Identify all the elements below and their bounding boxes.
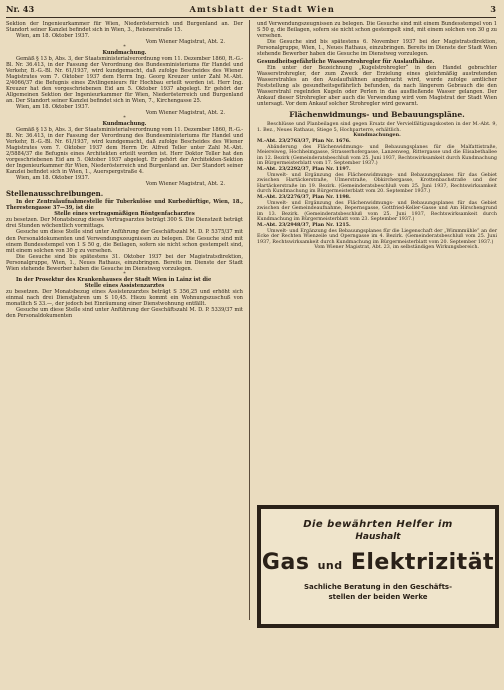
paragraph: Umwelt- und Ergänzung des Flächenwidmungs- und Bebauungsplanes für das Gebiet zwischen der Gemeindeaufnahme, Bepernsgasse, Gottfried-Keller-Gasse und Am Hirschengrund im 13. Bezirk. (Gemeinderatsbeschluß vom 25. Juni 1937, Rechtswirksamkeit durch Kundmachung im Bürgermeisterblatt vom 23. September 1937.) <box>257 200 497 223</box>
paragraph: zu besetzen. Der Monatsbezug dieses Vertragsarztes beträgt 300 S. Die Dienstzeit beträgt drei Stunden wöchentlich vormittags. <box>6 217 243 230</box>
page-number: 3 <box>490 4 496 14</box>
paragraph: In der Prosektur des Krankenhauses der Stadt Wien in Lainz ist die <box>16 276 212 283</box>
signature: Vom Wiener Magistrat, Abt. 2. <box>145 181 225 188</box>
ad-subline-2: stellen der beiden Werke <box>328 593 428 601</box>
paragraph: In der Zentralaufnahmestelle für Tuberkulöse und Kurbedürftige, Wien, 18., Therestengasse 37—39, ist die <box>6 199 243 212</box>
section-heading: Stellenausschreibungen. <box>6 189 104 199</box>
paragraph: Umwelt- und Ergänzung des Flächenwidmungs- und Bebauungsplanes für das Gebiet zwischen Hartäckerstraße, Ulmerstraße, Obkirchergasse, Krottenbachstraße und der Hartäckerstraße im 19. Bezirk. (Gemeinderatsbeschluß vom 25. Juni 1937, Rechtswirksamkeit durch Kundmachung im Bürgermeisterblatt vom 20. September 1937.) <box>257 172 497 195</box>
plan-reference: M.-Abt. 23/2948/37, Plan Nr. 1215. <box>257 221 351 228</box>
paragraph: Beschlüsse und Planbeilagen sind gegen Ersatz der Vervielfältigungskosten in der M.-Abt. 9, 1. Bez., Neues Rathaus, Stiege 5, Hochparterre, erhältlich. <box>257 122 497 133</box>
paragraph: Abänderung des Flächenwidmungs- und Bebauungsplanes für die Malfattistraße, Meiereiweg, Hochheimgasse, Strasserhofergasse, Lanzenweg, Rittergasse und die Elisabethallee im 12. Bezirk (Gemeinderatsbeschluß vom 25. Juni 1937, Rechtswirksamkeit durch Kundmachung im Bürgermeisterblatt vom 17. September 1937.) <box>257 144 497 167</box>
paragraph: und Verwendungszeugnissen zu belegen. Die Gesuche sind mit einem Bundesstempel von 1 S 50 g, die Beilagen, sofern sie nicht schon gestempelt sind, mit einem solchen von 30 g zu versehen. <box>257 21 497 40</box>
position-title: Stelle eines Assistenzarztes <box>84 282 165 289</box>
issue-number: Nr. 43 <box>6 4 35 14</box>
position-title: Stelle eines vertragsmäßigen Röntgenfacharztes <box>54 211 195 218</box>
section-heading: Flächenwidmungs- und Bebauungspläne. <box>289 110 465 120</box>
separator-star: * <box>123 44 126 51</box>
section-heading: Gesundheitsgefährliche Wasserstrohregler für Auslaufhähne. <box>257 59 435 66</box>
paragraph: Sektion der Ingenieurkammer für Wien, Niederösterreich und Burgenland an. Der Standort seiner Kanzlei befindet sich in Wien, 3., Reisnerstraße 15. <box>6 21 243 34</box>
ad-tagline: Die bewährten Helfer im <box>303 519 453 530</box>
paragraph: Umwelt- und Ergänzung des Bebauungsplanes für die Liegenschaft der „Wimmmühle“ an der Ecke der Rechten Wienzeile und Operngasse im 4. Bezirk. (Gemeinderatsbeschluß vom 25. Juni 1937, Rechtswirksamkeit durch Kundmachung im Bürgermeisterblatt vom 20. September 1937.) <box>257 228 497 245</box>
paragraph: Ein unter der Bezeichnung „Kugelstrohregler“ in den Handel gebrachter Wasserstrohregler, der zum Zweck der Erzielung eines gleichmäßig austretenden Wasserstrahles an den Auslaufhähnen angebracht wird, wurde zufolge amtlicher Feststellung als gesundheitsgefährlich befunden, da nach längerem Gebrauch die den Wasserstrahl regelnden Kugeln oder Perlen in das ausfließende Wasser gelangen. Der Ankauf dieser Strohregler aber auch die Verwendung wird vom Magistrat der Stadt Wien untersagt. Vor dem Ankauf solcher Strohregler wird gewarnt. <box>257 65 497 108</box>
publication-title: Amtsblatt der Stadt Wien <box>189 4 335 14</box>
separator-star: * <box>123 115 126 122</box>
ad-headline-elektrizitaet: Elektrizität <box>350 550 495 575</box>
date-line: Wien, am 18. Oktober 1937. <box>16 33 90 40</box>
right-column <box>257 21 497 251</box>
header-rule <box>6 17 496 18</box>
notice-heading: Kundmachung. <box>102 121 147 128</box>
ad-headline-und: und <box>317 559 343 572</box>
signature: Vom Wiener Magistrat, Abt. 2. <box>145 39 225 46</box>
paragraph: Gesuche um diese Stelle sind unter Anführung der Geschäftszahl M. D. P. 5339/37 mit den Personaldokumenten <box>6 306 243 319</box>
ad-tagline-2: Haushalt <box>355 532 401 542</box>
date-line: Wien, am 18. Oktober 1937. <box>16 175 90 182</box>
left-column <box>6 21 243 319</box>
paragraph: Gemäß § 13 b, Abs. 3, der Staatsministerialverordnung vom 11. Dezember 1860, R.-G.-Bl. Nr. 36.413, in der Fassung der Verordnung des Bundesministeriums für Handel und Verkehr, B.-G.-Bl. Nr. 61/1937, wird kundgemacht, daß zufolge Bescheides des Wiener Magistrates vom 7. Oktober 1937 dem Herrn Dr. Alfred Teller unter Zahl M.-Abt. 2/5884/37 die Befugnis eines Architekten erteilt worden ist. Herr Doktor Teller hat den vorgeschriebenen Eid am 5. Oktober 1937 abgelegt. Er gehört der Architekten-Sektion der Ingenieurkammer für Wien, Niederösterreich und Burgenland an. Der Standort seiner Kanzlei befindet sich in Wien, 1., Auerspergstraße 4. <box>6 127 243 176</box>
notice-heading: Kundmachungen. <box>353 132 401 139</box>
paragraph: Gesuche um diese Stelle sind unter Anführung der Geschäftszahl M. D. P. 5375/37 mit den Personaldokumenten und Verwendungszeugnissen zu belegen. Die Gesuche sind mit einem Bundesstempel von 1 S 50 g, die Beilagen, sofern sie nicht schon gestempelt sind, mit einem solchen von 30 g zu versehen. <box>6 229 243 254</box>
paragraph: Die Gesuche sind bis spätestens 31. Oktober 1937 bei der Magistratsdirektion, Personalgruppe, Wien, 1., Neues Rathaus, einzubringen. Bereits im Dienste der Stadt Wien stehende Bewerber haben die Gesuche im Dienstweg vorzulegen. <box>6 253 243 272</box>
column-divider <box>249 20 250 620</box>
paragraph: Die Gesuche sind bis spätestens 6. November 1937 bei der Magistratsdirektion, Personalgruppe, Wien, 1., Neues Rathaus, einzubringen. Bereits im Dienste der Stadt Wien stehende Bewerber haben die Gesuche im Dienstweg vorzulegen. <box>257 39 497 58</box>
signature: Vom Wiener Magistrat, Abt. 23, im selbständigen Wirkungsbereich. <box>314 245 479 251</box>
separator-star: * <box>123 270 126 277</box>
notice-heading: Kundmachung. <box>102 50 147 57</box>
paragraph: zu besetzen. Der Monatsbezug eines Assistenzarztes beträgt S 356,25 und erhöht sich einmal nach drei Dienstjahren um S 10,45. Hiezu kommt ein Wohnungszuschuß von monatlich S 33.—, der jedoch bei Einräumung einer Dienstwohnung entfällt. <box>6 288 243 307</box>
date-line: Wien, am 18. Oktober 1937. <box>16 104 90 111</box>
signature: Vom Wiener Magistrat, Abt. 2. <box>145 110 225 117</box>
plan-reference: M.-Abt. 23/2292/37, Plan Nr. 1197. <box>257 165 351 172</box>
ad-headline-gas: Gas <box>261 550 310 575</box>
advertisement-box <box>257 505 499 628</box>
ad-headline <box>261 550 495 575</box>
plan-reference: M.-Abt. 23/2276/37, Plan Nr. 1198. <box>257 193 351 200</box>
page-header <box>6 3 496 15</box>
paragraph: Gemäß § 13 b, Abs. 3, der Staatsministerialverordnung vom 11. Dezember 1860, R.-G.-Bl. Nr. 36.413, in der Fassung der Verordnung des Bundesministeriums für Handel und Verkehr, B.-G.-Bl. Nr. 61/1937, wird kundgemacht, daß zufolge Bescheides des Wiener Magistrates vom 7. Oktober 1937 dem Herrn Ing. Georg Kreuzer unter Zahl M.-Abt. 2/4066/37 die Befugnis eines Zivilingenieurs für Hochbau erteilt worden ist. Herr Ing. Kreuzer hat den vorgeschriebenen Eid am 5. Oktober 1937 abgelegt. Er gehört der Allgemeinen Sektion der Ingenieurkammer für Wien, Niederösterreich und Burgenland an. Der Standort seiner Kanzlei befindet sich in Wien, 7., Kirchengasse 25. <box>6 56 243 105</box>
plan-reference: M.-Abt. 23/2763/37, Plan Nr. 1676. <box>257 138 351 144</box>
ad-subline: Sachliche Beratung in den Geschäfts- <box>303 583 452 591</box>
